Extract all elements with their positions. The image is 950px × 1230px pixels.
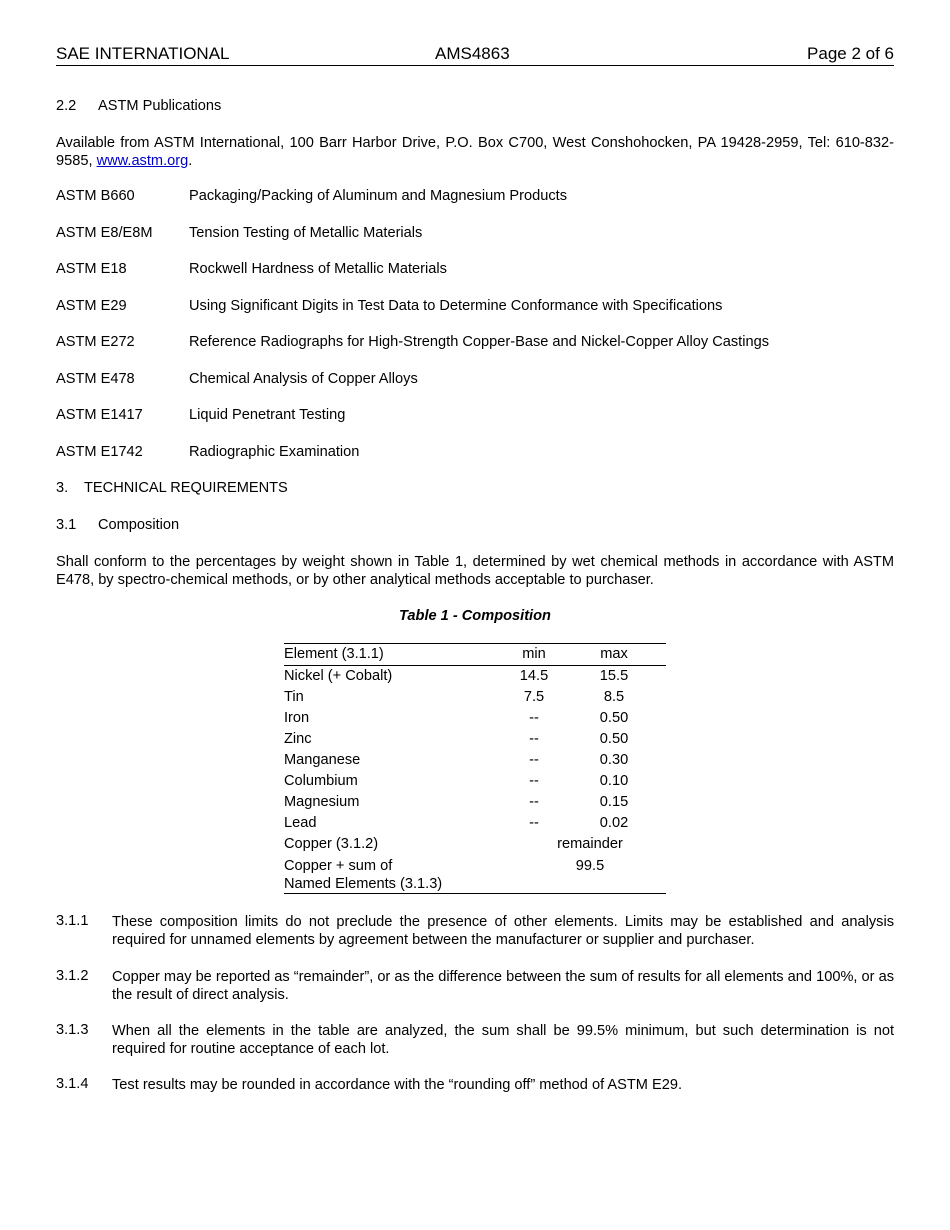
cell-element: Copper (3.1.2): [284, 836, 379, 852]
section-title: Composition: [98, 517, 180, 533]
table-row: [284, 813, 666, 834]
subsection-text: Copper may be reported as “remainder”, or as the difference between the sum of results for all elements and 100%, or as the result of direct analysis.: [112, 969, 894, 1003]
cell-min: 7.5: [523, 689, 545, 705]
cell-element: Zinc: [284, 731, 312, 747]
reference-title: Chemical Analysis of Copper Alloys: [189, 371, 418, 387]
table-row: [284, 792, 666, 813]
cell-element-line2: Named Elements (3.1.3): [284, 876, 443, 892]
reference-code: ASTM E18: [56, 261, 127, 277]
section-title: TECHNICAL REQUIREMENTS: [84, 480, 288, 496]
availability-text: Available from ASTM International, 100 Barr Harbor Drive, P.O. Box C700, West Conshohocken, PA 19428-2959, Tel: 610-832-9585,: [56, 135, 894, 169]
subsection-text: Test results may be rounded in accordance with the “rounding off” method of ASTM E29.: [112, 1077, 683, 1093]
cell-min: 14.5: [519, 668, 549, 684]
reference-title: Liquid Penetrant Testing: [189, 407, 346, 423]
table-row-copper: [284, 834, 666, 855]
subsection-number: 3.1.4: [56, 1076, 89, 1092]
table-row: [284, 729, 666, 750]
cell-element: [284, 857, 442, 893]
subsection-3-1-4: [56, 1076, 894, 1094]
cell-max: 0.10: [599, 773, 629, 789]
section-3-heading: [56, 480, 288, 496]
cell-element: Columbium: [284, 773, 358, 789]
cell-min: --: [529, 773, 539, 789]
section-number: 2.2: [56, 98, 77, 114]
table-row-copper-sum: [284, 855, 666, 893]
header-document-id: AMS4863: [435, 44, 510, 63]
cell-max: 0.02: [599, 815, 629, 831]
cell-element: Manganese: [284, 752, 361, 768]
availability-period: .: [188, 153, 193, 169]
section-number: 3.: [56, 480, 69, 496]
reference-code: ASTM E8/E8M: [56, 225, 153, 241]
cell-element: Nickel (+ Cobalt): [284, 668, 393, 684]
table-row: [284, 708, 666, 729]
cell-min: --: [529, 794, 539, 810]
column-header-min: min: [522, 646, 546, 662]
reference-item: [56, 261, 447, 277]
cell-min: --: [529, 752, 539, 768]
table-row: [284, 771, 666, 792]
subsection-3-1-1: [56, 913, 894, 949]
cell-min: --: [529, 710, 539, 726]
cell-element: Magnesium: [284, 794, 360, 810]
reference-item: [56, 407, 345, 423]
cell-max: 15.5: [599, 668, 629, 684]
reference-title: Radiographic Examination: [189, 444, 360, 460]
cell-max: 0.50: [599, 710, 629, 726]
composition-table: [284, 643, 666, 893]
subsection-text: When all the elements in the table are analyzed, the sum shall be 99.5% minimum, but such determination is not required for routine acceptance of each lot.: [112, 1023, 894, 1057]
composition-paragraph: Shall conform to the percentages by weight shown in Table 1, determined by wet chemical methods in accordance with ASTM E478, by spectro-chemical methods, or by other analytical methods acceptable to purchaser.: [56, 554, 894, 588]
subsection-number: 3.1.2: [56, 968, 89, 984]
reference-title: Reference Radiographs for High-Strength Copper-Base and Nickel-Copper Alloy Castings: [189, 334, 769, 350]
reference-code: ASTM E272: [56, 334, 135, 350]
header-page-number: Page 2 of 6: [807, 44, 894, 63]
section-number: 3.1: [56, 517, 77, 533]
header-organization: SAE INTERNATIONAL: [56, 44, 230, 63]
cell-element: Lead: [284, 815, 317, 831]
reference-item: [56, 334, 769, 350]
section-3-1-heading: [56, 517, 179, 533]
cell-min: --: [529, 815, 539, 831]
section-2-2-heading: [56, 98, 221, 114]
section-title: ASTM Publications: [98, 98, 222, 114]
table-caption: Table 1 - Composition: [399, 608, 551, 624]
reference-item: [56, 298, 722, 314]
table-bottom-rule: [284, 893, 666, 894]
subsection-number: 3.1.3: [56, 1022, 89, 1038]
reference-item: [56, 371, 418, 387]
cell-min: --: [529, 731, 539, 747]
cell-max: 8.5: [603, 689, 625, 705]
cell-element-line1: Copper + sum of: [284, 858, 393, 874]
reference-title: Packaging/Packing of Aluminum and Magnesium Products: [189, 188, 568, 204]
cell-element: Tin: [284, 689, 304, 705]
reference-code: ASTM E1417: [56, 407, 143, 423]
table-row: [284, 750, 666, 771]
subsection-text: These composition limits do not preclude the presence of other elements. Limits may be established and analysis required for unnamed elements by agreement between the manufacturer or supplier and purchaser.: [112, 914, 894, 948]
cell-element: Iron: [284, 710, 310, 726]
reference-code: ASTM B660: [56, 188, 135, 204]
astm-availability-paragraph: [56, 134, 894, 170]
reference-code: ASTM E1742: [56, 444, 143, 460]
cell-copper-sum-value: 99.5: [575, 858, 605, 874]
cell-max: 0.30: [599, 752, 629, 768]
subsection-3-1-3: [56, 1022, 894, 1058]
table-row: [284, 666, 666, 687]
reference-item: [56, 188, 567, 204]
page-header: [56, 44, 894, 66]
cell-copper-value: remainder: [557, 836, 623, 852]
reference-item: [56, 225, 422, 241]
column-header-element: Element (3.1.1): [284, 646, 384, 662]
cell-max: 0.15: [599, 794, 629, 810]
reference-title: Rockwell Hardness of Metallic Materials: [189, 261, 447, 277]
reference-code: ASTM E478: [56, 371, 135, 387]
reference-item: [56, 444, 359, 460]
reference-title: Using Significant Digits in Test Data to Determine Conformance with Specifications: [189, 298, 723, 314]
astm-website-link[interactable]: www.astm.org: [96, 153, 189, 169]
cell-max: 0.50: [599, 731, 629, 747]
subsection-3-1-2: [56, 968, 894, 1004]
subsection-number: 3.1.1: [56, 913, 89, 929]
column-header-max: max: [600, 646, 628, 662]
reference-code: ASTM E29: [56, 298, 127, 314]
table-row: [284, 687, 666, 708]
table-header-row: [284, 644, 666, 666]
reference-title: Tension Testing of Metallic Materials: [189, 225, 423, 241]
